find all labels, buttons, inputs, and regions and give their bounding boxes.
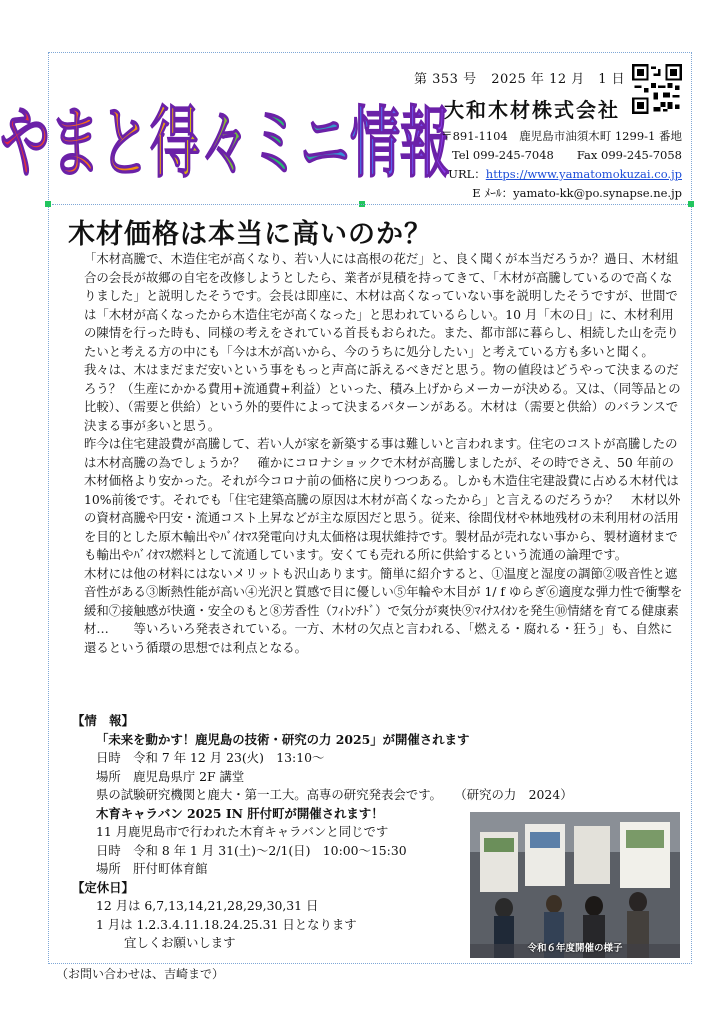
event-photo-image — [470, 812, 680, 958]
event1-title: 「未来を動かす！鹿児島の技術・研究の力 2025」が開催されます — [96, 731, 470, 747]
holiday-january: 1 月は 1.2.3.4.11.18.24.25.31 日となります — [96, 916, 357, 932]
selection-handle-right[interactable] — [688, 201, 694, 207]
url-label: URL： — [448, 167, 486, 181]
event-photo — [470, 812, 680, 958]
article-headline: 木材価格は本当に高いのか？ — [68, 219, 432, 250]
holiday-december: 12 月は 6,7,13,14,21,28,29,30,31 日 — [96, 898, 319, 913]
issue-line — [414, 68, 625, 87]
article-paragraph: 昨今は住宅建設費が高騰して、若い人が家を新築する事は難しいと言われます。住宅のコストが高騰したのは木材高騰の為でしょうか？ 確かにコロナショックで木材が高騰しましたが、その時でさえ、50 年前の木材価格より安かった。それが今コロナ前の価格に戻りつつある。しかも木造住宅建設費に占める木材代は 10%前後です。それでも「住宅建築高騰の原因は木材が高くなったから」と言えるのだろうか？ 木材以外の資材高騰や円安・流通コスト上昇などが主な原因だと思う。従来、徐間伐材や林地残材の未利用材の活用を目的とした原木輸出やﾊﾞｲｵﾏｽ発電向け丸太価格は現状維持です。製材品が売れない事から、製材適材までも輸出やﾊﾞｲｵﾏｽ燃料として流通しています。安くても売れる所に供給するという流通の論理です。 — [84, 436, 681, 562]
footer-contact: （お問い合わせは、吉崎まで） — [56, 967, 225, 981]
masthead-text: やまと得々ミニ情報 — [0, 98, 450, 189]
event1-description: 県の試験研究機関と鹿大・第一工大。高専の研究発表会です。 （研究の力 2024） — [96, 787, 573, 802]
selection-handle-left[interactable] — [45, 201, 51, 207]
event2-date: 日時 令和 8 年 1 月 31(土)～2/1(日) 10:00～15:30 — [96, 842, 407, 858]
qr-code-icon — [632, 64, 682, 114]
info-heading: 【情 報】 — [72, 713, 134, 728]
article-body — [84, 250, 684, 657]
section-divider — [52, 204, 688, 205]
postal-address: 〒891-1104 鹿児島市油須木町 1299-1 番地 — [441, 129, 682, 143]
event2-title: 木育キャラバン 2025 IN 肝付町が開催されます！ — [96, 805, 384, 821]
issue-date: 2025 年 12 月 1 日 — [491, 72, 626, 87]
issue-number: 第 353 号 — [414, 72, 477, 87]
email-line: E ﾒｰﾙ：yamato-kk@po.synapse.ne.jp — [472, 186, 682, 200]
photo-caption: 令和６年度開催の様子 — [527, 943, 623, 954]
phone-fax: Tel 099-245-7048 Fax 099-245-7058 — [452, 148, 682, 162]
company-name: 大和木材株式会社 — [444, 98, 620, 122]
article-paragraph: 木材には他の材料にはないメリットも沢山あります。簡単に紹介すると、①温度と湿度の調節②吸音性と遮音性がある③断熱性能が高い④光沢と質感で目に優しい⑤年輪や木目が 1/ f ゆらぎ⑥適度な弾力性で衝撃を緩和⑦接触感が快適・安全のもと⑧芳香性（ﾌｨﾄﾝﾁﾄﾞ）で気分が爽快⑨ﾏｲﾅｽｲｵﾝを発生⑩情緒を育てる健康素材… 等いろいろ発表されている。一方、木材の欠点と言われる、「燃える・腐れる・狂う」も、自然に還るという循環の思想では利点となる。 — [84, 565, 683, 655]
article-paragraph: 我々は、木はまだまだ安いという事をもっと声高に訴えるべきだと思う。物の値段はどうやって決まるのだろう？（生産にかかる費用+流通費+利益）といった、積み上げからメーカーが決める。又は、（同等品との比較）、（需要と供給）という外的要件によって決まるパターンがある。木材は（需要と供給）のバランスで決まる事が多いと思う。 — [84, 362, 681, 433]
website-link[interactable]: https://www.yamatomokuzai.co.jp — [485, 167, 682, 181]
event1-place: 場所 鹿児島県庁 2F 講堂 — [96, 768, 245, 784]
holiday-heading: 【定休日】 — [72, 879, 134, 895]
website-line — [448, 166, 682, 182]
event1-date: 日時 令和 7 年 12 月 23(火) 13:10～ — [96, 750, 325, 765]
event2-place: 場所 肝付町体育館 — [96, 861, 208, 876]
article-paragraph: 「木材高騰で、木造住宅が高くなり、若い人には高根の花だ」と、良く聞くが本当だろうか？過日、木材組合の会長が故郷の自宅を改修しようとしたら、業者が見積を持ってきて、「木材が高騰しているので高くなりました」と説明したそうです。会長は即座に、木材は高くなっていない事を説明したそうですが、世間では「木材が高くなったから木造住宅が高くなった」と思われているらしい。10 月「木の日」に、木材利用の陳情を行った時も、同様の考えをされている首長もおられた。また、都市部に暮らし、相続した山を売りたいと考える方の中にも「今は木が高いから、今のうちに処分したい」と考えている方も多いと聞く。 — [84, 251, 679, 359]
event2-description: 11 月鹿児島市で行われた木育キャラバンと同じです — [96, 824, 389, 839]
closing-regards: 宜しくお願いします — [124, 935, 236, 950]
info-section — [72, 712, 573, 953]
